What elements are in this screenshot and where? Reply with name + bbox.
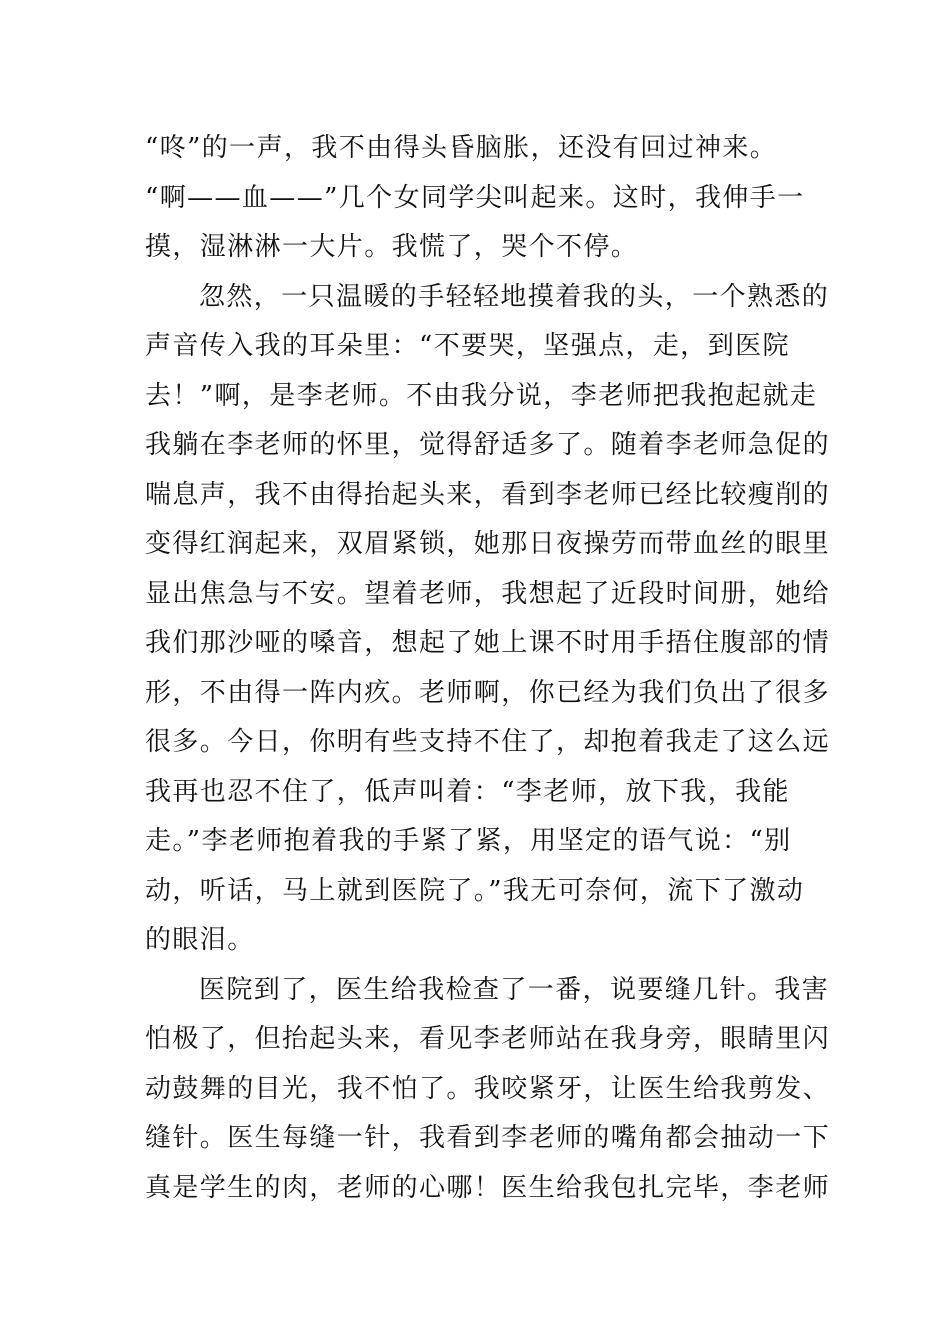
text-line-15: 走。”李老师抱着我的手紧了紧，用坚定的语气说：“别 bbox=[145, 826, 792, 856]
text-line-6: 去！”啊，是李老师。不由我分说，李老师把我抱起就走 bbox=[145, 380, 818, 411]
text-line-19: 怕极了，但抬起头来，看见李老师站在我身旁，眼睛里闪 bbox=[145, 1024, 831, 1054]
text-line-3: 摸，湿淋淋一大片。我慌了，哭个不停。 bbox=[145, 232, 639, 262]
text-line-13: 很多。今日，你明有些支持不住了，却抱着我走了这么远 bbox=[145, 727, 831, 757]
text-line-18: 医院到了，医生给我检查了一番，说要缝几针。我害 bbox=[199, 974, 830, 1005]
text-line-7: 我躺在李老师的怀里，觉得舒适多了。随着李老师急促的 bbox=[145, 430, 831, 460]
text-line-8: 喘息声，我不由得抬起头来，看到李老师已经比较瘦削的 bbox=[145, 479, 831, 510]
text-line-21: 缝针。医生每缝一针，我看到李老师的嘴角都会抽动一下 bbox=[145, 1123, 831, 1153]
text-line-11: 我们那沙哑的嗓音，想起了她上课不时用手捂住腹部的情 bbox=[145, 628, 831, 658]
text-line-1: “咚”的一声，我不由得头昏脑胀，还没有回过神来。 bbox=[145, 133, 778, 163]
text-line-12: 形，不由得一阵内疚。老师啊，你已经为我们负出了很多 bbox=[145, 677, 831, 708]
text-line-14: 我再也忍不住了，低声叫着：“李老师，放下我，我能 bbox=[145, 776, 790, 807]
text-line-20: 动鼓舞的目光，我不怕了。我咬紧牙，让医生给我剪发、 bbox=[145, 1073, 831, 1104]
text-line-22: 真是学生的肉，老师的心哪！医生给我包扎完毕，李老师 bbox=[145, 1172, 831, 1203]
text-line-4: 忽然，一只温暖的手轻轻地摸着我的头，一个熟悉的 bbox=[199, 281, 830, 312]
text-line-16: 动，听话，马上就到医院了。”我无可奈何，流下了激动 bbox=[145, 875, 805, 906]
text-line-2: “啊——血——”几个女同学尖叫起来。这时，我伸手一 bbox=[145, 182, 805, 213]
text-line-5: 声音传入我的耳朵里：“不要哭，坚强点，走，到医院 bbox=[145, 331, 790, 361]
text-line-9: 变得红润起来，双眉紧锁，她那日夜操劳而带血丝的眼里 bbox=[145, 529, 831, 559]
text-line-17: 的眼泪。 bbox=[145, 925, 255, 955]
document-body bbox=[145, 124, 831, 1213]
text-line-10: 显出焦急与不安。望着老师，我想起了近段时间册，她给 bbox=[145, 578, 831, 609]
